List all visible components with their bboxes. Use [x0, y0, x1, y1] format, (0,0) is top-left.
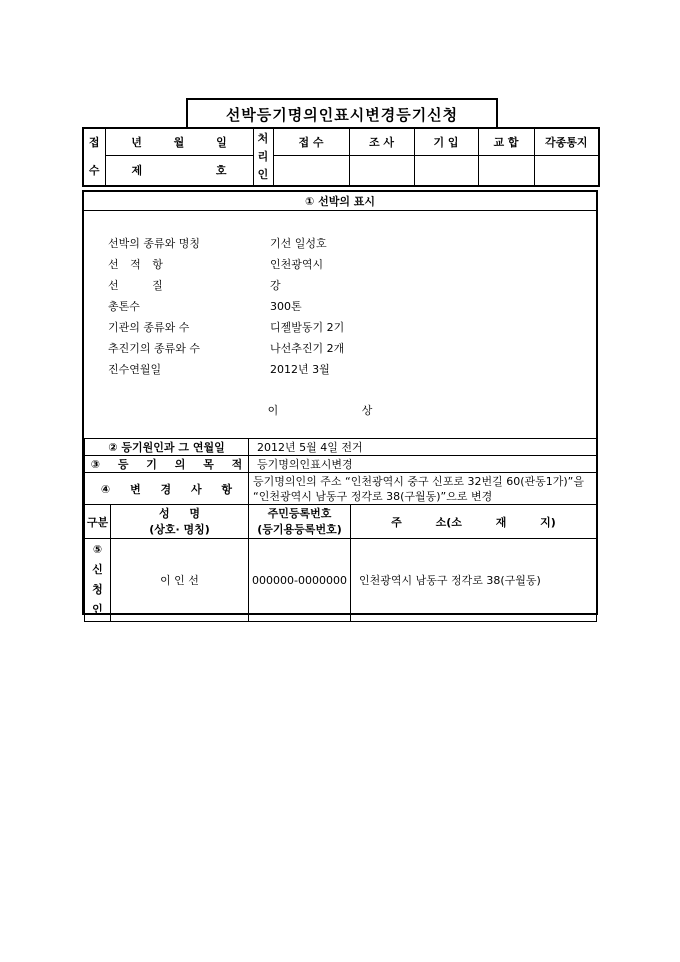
cell-entry[interactable]	[414, 155, 478, 186]
applicant-row-label: ⑤ 신 청 인	[85, 539, 111, 622]
ship-value: 300톤	[270, 300, 302, 313]
ship-key: 선 질	[108, 279, 163, 292]
col-address: 주 소(소 재 지)	[351, 505, 597, 539]
ship-section-title: ① 선박의 표시	[84, 192, 596, 211]
col-name-sub: (상호· 명칭)	[149, 522, 210, 536]
ship-key: 기관의 종류와 수	[108, 321, 190, 334]
col-name-title: 성 명	[158, 506, 201, 520]
date-label: 년 월 일	[105, 128, 253, 155]
ship-value: 디젤발동기 2기	[270, 321, 345, 334]
ship-key: 선박의 종류와 명칭	[108, 237, 201, 250]
change-value: 등기명의인의 주소 “인천광역시 중구 신포로 32번길 60(관동1가)”을 “인천광역시 남동구 정각로 38(구월동)”으로 변경	[249, 473, 597, 505]
ship-key: 진수연월일	[108, 363, 162, 376]
end-mark: 이 상	[267, 404, 413, 417]
ship-value: 강	[270, 279, 281, 292]
applicant-address: 인천광역시 남동구 정각로 38(구월동)	[351, 539, 597, 622]
applicant-name: 이 인 선	[111, 539, 249, 622]
col-notice: 각종통지	[534, 128, 599, 155]
ship-value: 나선추진기 2개	[270, 342, 345, 355]
col-id-title: 주민등록번호	[267, 506, 332, 520]
col-inspect: 조 사	[349, 128, 414, 155]
ship-key: 추진기의 종류와 수	[108, 342, 201, 355]
receipt-label: 접 수	[83, 128, 105, 186]
change-label: ④ 변 경 사 항	[85, 473, 249, 505]
main-form	[82, 190, 598, 615]
col-check: 교 합	[478, 128, 534, 155]
ship-value: 기선 일성호	[270, 237, 327, 250]
applicant-id: 000000-0000000	[249, 539, 351, 622]
receipt-table	[82, 127, 600, 187]
ship-value: 2012년 3월	[270, 363, 330, 376]
col-id	[249, 505, 351, 539]
col-receipt: 접 수	[273, 128, 349, 155]
number-label: 제 호	[105, 155, 253, 186]
purpose-value: 등기명의인표시변경	[249, 456, 597, 473]
cell-notice[interactable]	[534, 155, 599, 186]
cell-check[interactable]	[478, 155, 534, 186]
cause-value: 2012년 5월 4일 전거	[249, 439, 597, 456]
col-section: 구분	[85, 505, 111, 539]
ship-key: 총톤수	[108, 300, 140, 313]
cell-inspect[interactable]	[349, 155, 414, 186]
ship-value: 인천광역시	[270, 258, 324, 271]
application-table	[84, 438, 597, 622]
processor-label: 처 리 인	[253, 128, 273, 186]
col-entry: 기 입	[414, 128, 478, 155]
document-title: 선박등기명의인표시변경등기신청	[186, 98, 498, 128]
col-id-sub: (등기용등록번호)	[257, 522, 342, 536]
cause-label: ② 등기원인과 그 연월일	[85, 439, 249, 456]
ship-key: 선 적 항	[108, 258, 163, 271]
purpose-label: ③ 등 기 의 목 적	[85, 456, 249, 473]
cell-receipt[interactable]	[273, 155, 349, 186]
col-name	[111, 505, 249, 539]
